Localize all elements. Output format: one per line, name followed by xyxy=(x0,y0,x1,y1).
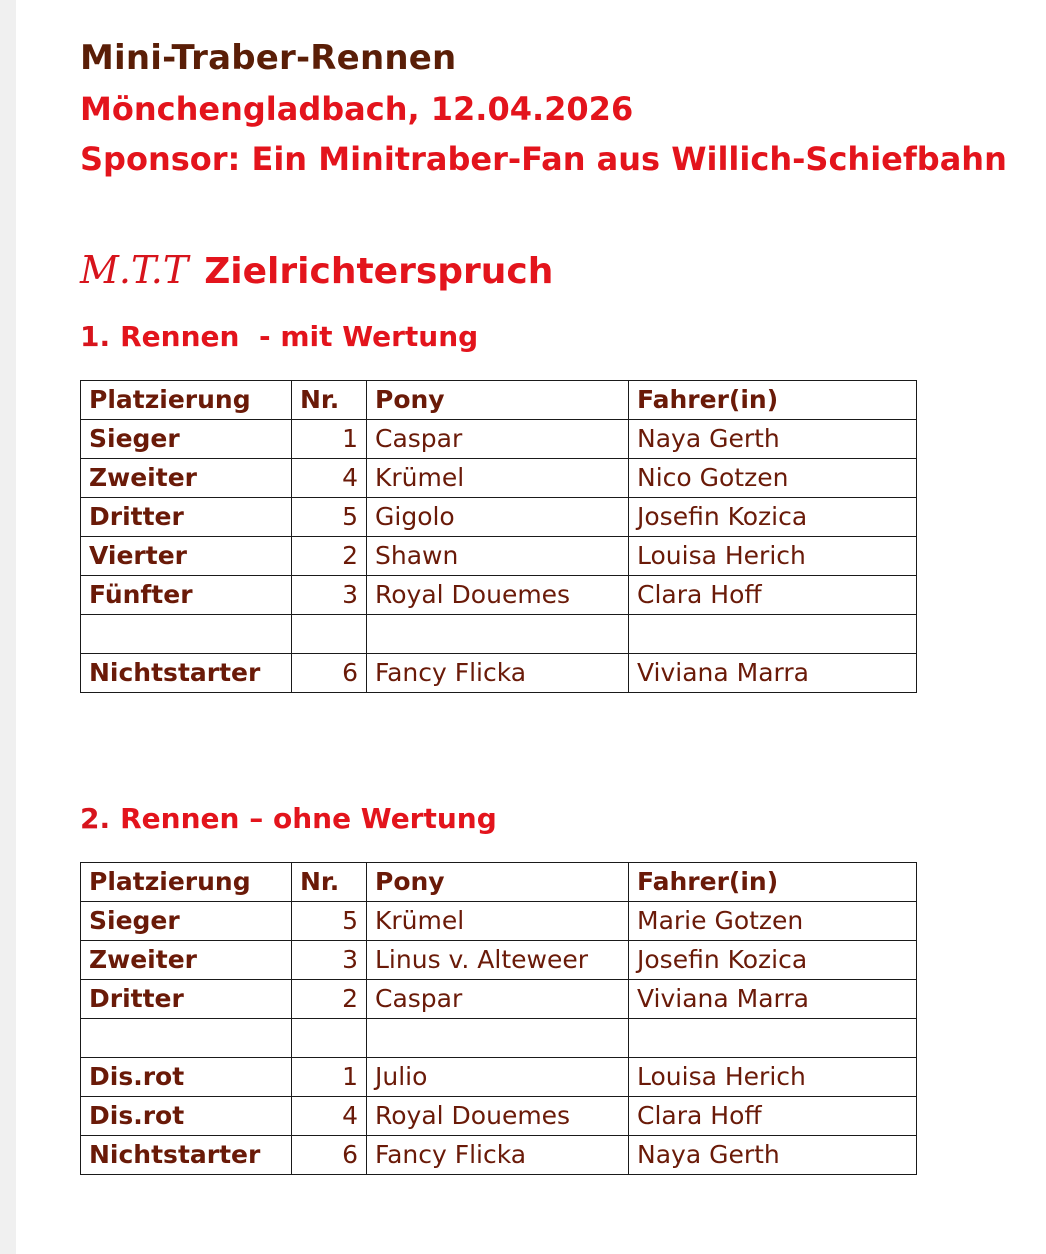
placement-cell: Dis.rot xyxy=(81,1058,292,1097)
driver-cell: Marie Gotzen xyxy=(629,902,917,941)
placement-cell: Fünfter xyxy=(81,576,292,615)
pony-cell xyxy=(367,1019,629,1058)
driver-cell: Viviana Marra xyxy=(629,980,917,1019)
header-nr: Nr. xyxy=(292,381,367,420)
header-pony: Pony xyxy=(367,381,629,420)
number-cell: 2 xyxy=(292,980,367,1019)
table-row xyxy=(81,941,917,980)
pony-cell: Julio xyxy=(367,1058,629,1097)
driver-cell: Josefin Kozica xyxy=(629,498,917,537)
number-cell: 3 xyxy=(292,576,367,615)
header-pony: Pony xyxy=(367,863,629,902)
placement-cell: Dritter xyxy=(81,980,292,1019)
table-row xyxy=(81,654,917,693)
driver-cell: Naya Gerth xyxy=(629,1136,917,1175)
pony-cell: Fancy Flicka xyxy=(367,1136,629,1175)
table-row xyxy=(81,576,917,615)
sponsor-line: Sponsor: Ein Minitraber-Fan aus Willich-Schiefbahn xyxy=(80,140,1007,178)
number-cell: 5 xyxy=(292,498,367,537)
pony-cell xyxy=(367,615,629,654)
driver-cell: Clara Hoff xyxy=(629,576,917,615)
table-row xyxy=(81,615,917,654)
pony-cell: Fancy Flicka xyxy=(367,654,629,693)
pony-cell: Krümel xyxy=(367,902,629,941)
number-cell: 2 xyxy=(292,537,367,576)
driver-cell: Clara Hoff xyxy=(629,1097,917,1136)
driver-cell: Josefin Kozica xyxy=(629,941,917,980)
number-cell: 5 xyxy=(292,902,367,941)
section-heading xyxy=(80,248,553,292)
driver-cell: Louisa Herich xyxy=(629,1058,917,1097)
place-date: Mönchengladbach, 12.04.2026 xyxy=(80,90,634,128)
race-2-heading xyxy=(80,802,497,835)
pony-cell: Royal Douemes xyxy=(367,1097,629,1136)
table-row xyxy=(81,498,917,537)
table-header-row xyxy=(81,863,917,902)
pony-cell: Linus v. Alteweer xyxy=(367,941,629,980)
number-cell xyxy=(292,1019,367,1058)
number-cell: 1 xyxy=(292,1058,367,1097)
race-1-title: Rennen - mit Wertung xyxy=(120,320,479,353)
number-cell: 3 xyxy=(292,941,367,980)
driver-cell: Nico Gotzen xyxy=(629,459,917,498)
race-1-number: 1. xyxy=(80,320,111,353)
pony-cell: Royal Douemes xyxy=(367,576,629,615)
race-2-title: Rennen – ohne Wertung xyxy=(120,802,497,835)
header-fahrer: Fahrer(in) xyxy=(629,863,917,902)
section-title: Zielrichterspruch xyxy=(204,251,554,292)
pony-cell: Krümel xyxy=(367,459,629,498)
table-header-row xyxy=(81,381,917,420)
placement-cell xyxy=(81,1019,292,1058)
placement-cell xyxy=(81,615,292,654)
placement-cell: Zweiter xyxy=(81,459,292,498)
document-title: Mini-Traber-Rennen xyxy=(80,38,457,78)
pony-cell: Shawn xyxy=(367,537,629,576)
number-cell: 4 xyxy=(292,1097,367,1136)
placement-cell: Vierter xyxy=(81,537,292,576)
number-cell: 4 xyxy=(292,459,367,498)
pony-cell: Gigolo xyxy=(367,498,629,537)
driver-cell: Viviana Marra xyxy=(629,654,917,693)
mtt-logo: M.T.T xyxy=(80,248,189,292)
header-platzierung: Platzierung xyxy=(81,863,292,902)
placement-cell: Dritter xyxy=(81,498,292,537)
race-1-heading xyxy=(80,320,478,353)
table-row xyxy=(81,980,917,1019)
header-fahrer: Fahrer(in) xyxy=(629,381,917,420)
pony-cell: Caspar xyxy=(367,420,629,459)
number-cell: 1 xyxy=(292,420,367,459)
driver-cell: Louisa Herich xyxy=(629,537,917,576)
table-row xyxy=(81,902,917,941)
driver-cell xyxy=(629,1019,917,1058)
header-nr: Nr. xyxy=(292,863,367,902)
placement-cell: Sieger xyxy=(81,420,292,459)
race-2-results-table xyxy=(80,862,917,1175)
table-row xyxy=(81,1136,917,1175)
driver-cell xyxy=(629,615,917,654)
placement-cell: Nichtstarter xyxy=(81,1136,292,1175)
driver-cell: Naya Gerth xyxy=(629,420,917,459)
race-1-table-body xyxy=(81,381,917,693)
number-cell xyxy=(292,615,367,654)
pony-cell: Caspar xyxy=(367,980,629,1019)
table-row xyxy=(81,1019,917,1058)
table-row xyxy=(81,420,917,459)
table-row xyxy=(81,1097,917,1136)
table-row xyxy=(81,537,917,576)
placement-cell: Dis.rot xyxy=(81,1097,292,1136)
table-row xyxy=(81,459,917,498)
race-2-table-body xyxy=(81,863,917,1175)
number-cell: 6 xyxy=(292,654,367,693)
header-platzierung: Platzierung xyxy=(81,381,292,420)
table-row xyxy=(81,1058,917,1097)
placement-cell: Sieger xyxy=(81,902,292,941)
document-page xyxy=(16,0,1046,1254)
number-cell: 6 xyxy=(292,1136,367,1175)
race-1-results-table xyxy=(80,380,917,693)
race-2-number: 2. xyxy=(80,802,111,835)
placement-cell: Nichtstarter xyxy=(81,654,292,693)
placement-cell: Zweiter xyxy=(81,941,292,980)
